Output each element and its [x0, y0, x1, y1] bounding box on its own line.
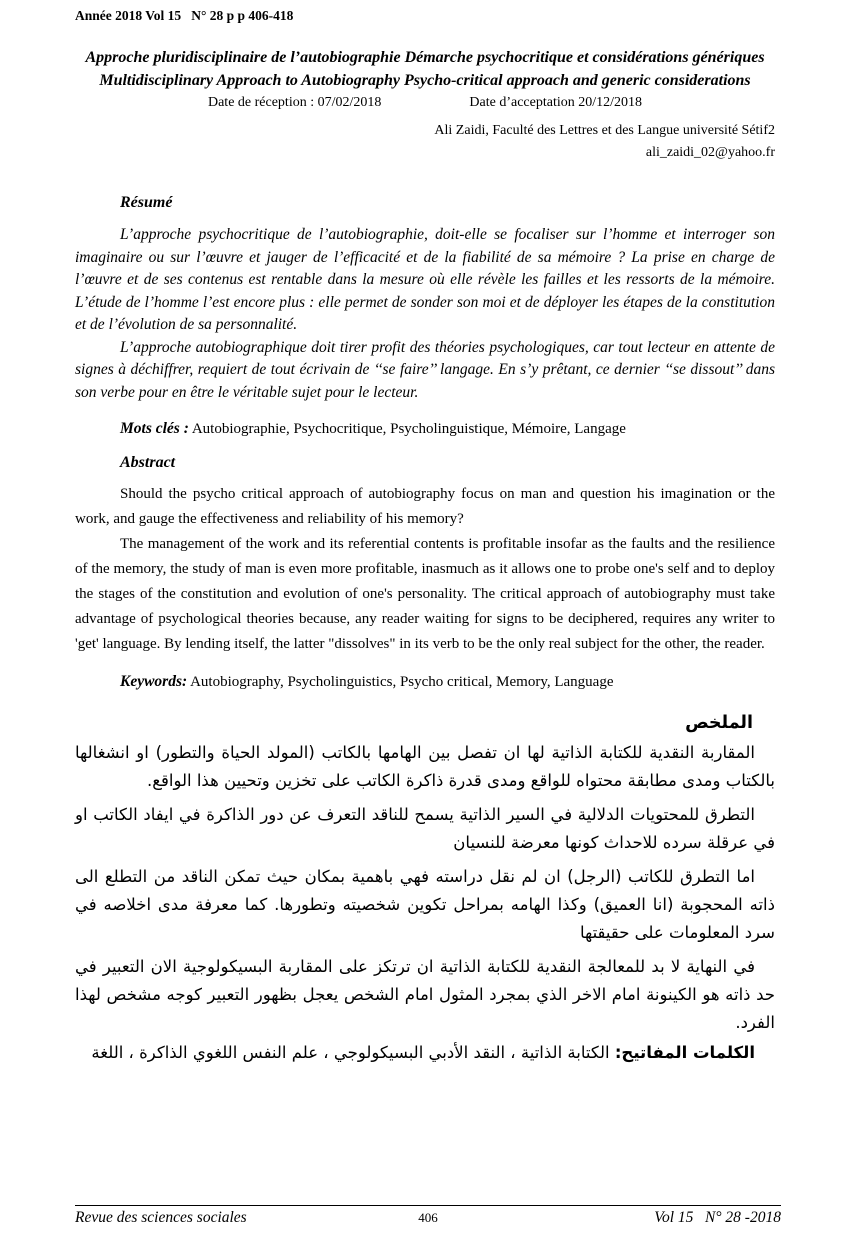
- keywords-line: [75, 673, 775, 691]
- footer-page-number: 406: [418, 1210, 438, 1225]
- author-affiliation: Ali Zaidi, Faculté des Lettres et des Langue université Sétif2: [434, 123, 775, 138]
- keywords-values: Autobiography, Psycholinguistics, Psycho critical, Memory, Language: [187, 674, 614, 690]
- arabic-keywords-values: الكتابة الذاتية ، النقد الأدبي البسيكولوجي ، علم النفس اللغوي الذاكرة ، اللغة: [91, 1043, 615, 1062]
- footer-volume-info: Vol 15 N° 28 -2018: [654, 1209, 781, 1226]
- abstract-section: [75, 482, 775, 657]
- date-reception: Date de réception : 07/02/2018: [207, 95, 382, 110]
- mots-cles-values: Autobiographie, Psychocritique, Psycholinguistique, Mémoire, Langage: [188, 421, 626, 437]
- resume-paragraph-1: L’approche psychocritique de l’autobiographie, doit-elle se focaliser sur l’homme et interroger son imaginaire ou sur l’œuvre et jauger de l’efficacité et de la fiabilité de sa mémoire ? La prise en charge de l’œuvre et de ses contenus est rentable dans la mesure où elle révèle les failles et les ressorts de la mémoire. L’étude de l’homme l’est encore plus : elle permet de sonder son moi et de déployer les étapes de la constitution et de l’évolution de sa personnalité.: [75, 226, 775, 333]
- mots-cles-label: Mots clés :: [120, 420, 189, 437]
- resume-heading: Résumé: [120, 194, 173, 211]
- author-block: [75, 120, 775, 164]
- arabic-keywords-label: الكلمات المفاتيح:: [614, 1043, 755, 1062]
- arabic-abstract-section: [75, 713, 775, 1067]
- arabic-paragraph-2: التطرق للمحتويات الدلالية في السير الذاتية يسمح للناقد التعرف عن دور الذاكرة في ايفاد الكاتب او في عرقلة سرده للاحداث كونها معرضة للنسيان: [75, 805, 775, 852]
- date-acceptation: Date d’acceptation 20/12/2018: [469, 95, 642, 110]
- abstract-heading: Abstract: [120, 454, 176, 471]
- abstract-paragraph-1: Should the psycho critical approach of autobiography focus on man and question his imagination or the work, and gauge the effectiveness and reliability of his memory?: [75, 486, 775, 527]
- issue-meta-line: Année 2018 Vol 15 N° 28 p p 406-418: [75, 8, 294, 23]
- arabic-heading: الملخص: [685, 713, 753, 733]
- author-email: ali_zaidi_02@yahoo.fr: [645, 145, 775, 160]
- arabic-paragraph-1: المقاربة النقدية للكتابة الذاتية لها ان تفصل بين الهامها بالكاتب (المولد الحياة والتطور) او انشغالها بالكتاب ومدى مطابقة محتواه للواقع ومدى قدرة ذاكرة الكاتب على تخزين وتحيين هذا الواقع.: [75, 743, 775, 790]
- arabic-keywords-line: [75, 1039, 775, 1067]
- mots-cles-line: [75, 420, 775, 438]
- paper-title-french: Approche pluridisciplinaire de l’autobiographie Démarche psychocritique et considérations génériques: [85, 49, 765, 66]
- paper-title-english: Multidisciplinary Approach to Autobiography Psycho-critical approach and generic considerations: [99, 72, 751, 89]
- keywords-label: Keywords:: [120, 673, 188, 690]
- dates-row: [75, 95, 775, 111]
- footer-journal-name: Revue des sciences sociales: [75, 1209, 247, 1226]
- arabic-paragraph-3: اما التطرق للكاتب (الرجل) ان لم نقل دراسته فهي باهمية بمكان حيث تمكن الناقد من التطلع الى ذاته المحجوبة (انا العميق) وكذا الهامه بمراحل تكوين شخصيته وتطورها. كما معرفة مدى اخلاصه في سرد المعلومات على حقيقتها: [75, 867, 775, 942]
- arabic-paragraph-4: في النهاية لا بد للمعالجة النقدية للكتابة الذاتية ان ترتكز على المقاربة البسيكولوجية الان التعبير في حد ذاته هو الكينونة امام الاخر الذي بمجرد المثول امام الشخص يعجل بظهور التعبير كوجه مشخص لهذا الفرد.: [75, 957, 775, 1032]
- resume-paragraph-2: L’approche autobiographique doit tirer profit des théories psychologiques, car tout lecteur en attente de signes à déchiffrer, requiert de tout écrivain de ‘‘se faire’’ langage. En s’y prêtant, ce dernier ‘‘se dissout’’ dans son verbe pour en être le véritable sujet pour le lecteur.: [75, 338, 775, 401]
- page-footer: [75, 1205, 781, 1227]
- abstract-paragraph-2: The management of the work and its referential contents is profitable insofar as the faults and the resilience of the memory, the study of man is even more profitable, inasmuch as it allows one to probe one's self and to deploy the stages of the constitution and evolution of one's personality. The critical approach of autobiography must take advantage of psychological theories because, any reader waiting for signs to be deciphered, requires any writer to 'get' language. By lending itself, the latter "dissolves" in its verb to be the only real subject for the other, the reader.: [75, 536, 775, 652]
- title-block: [75, 46, 775, 92]
- resume-section: [75, 224, 775, 404]
